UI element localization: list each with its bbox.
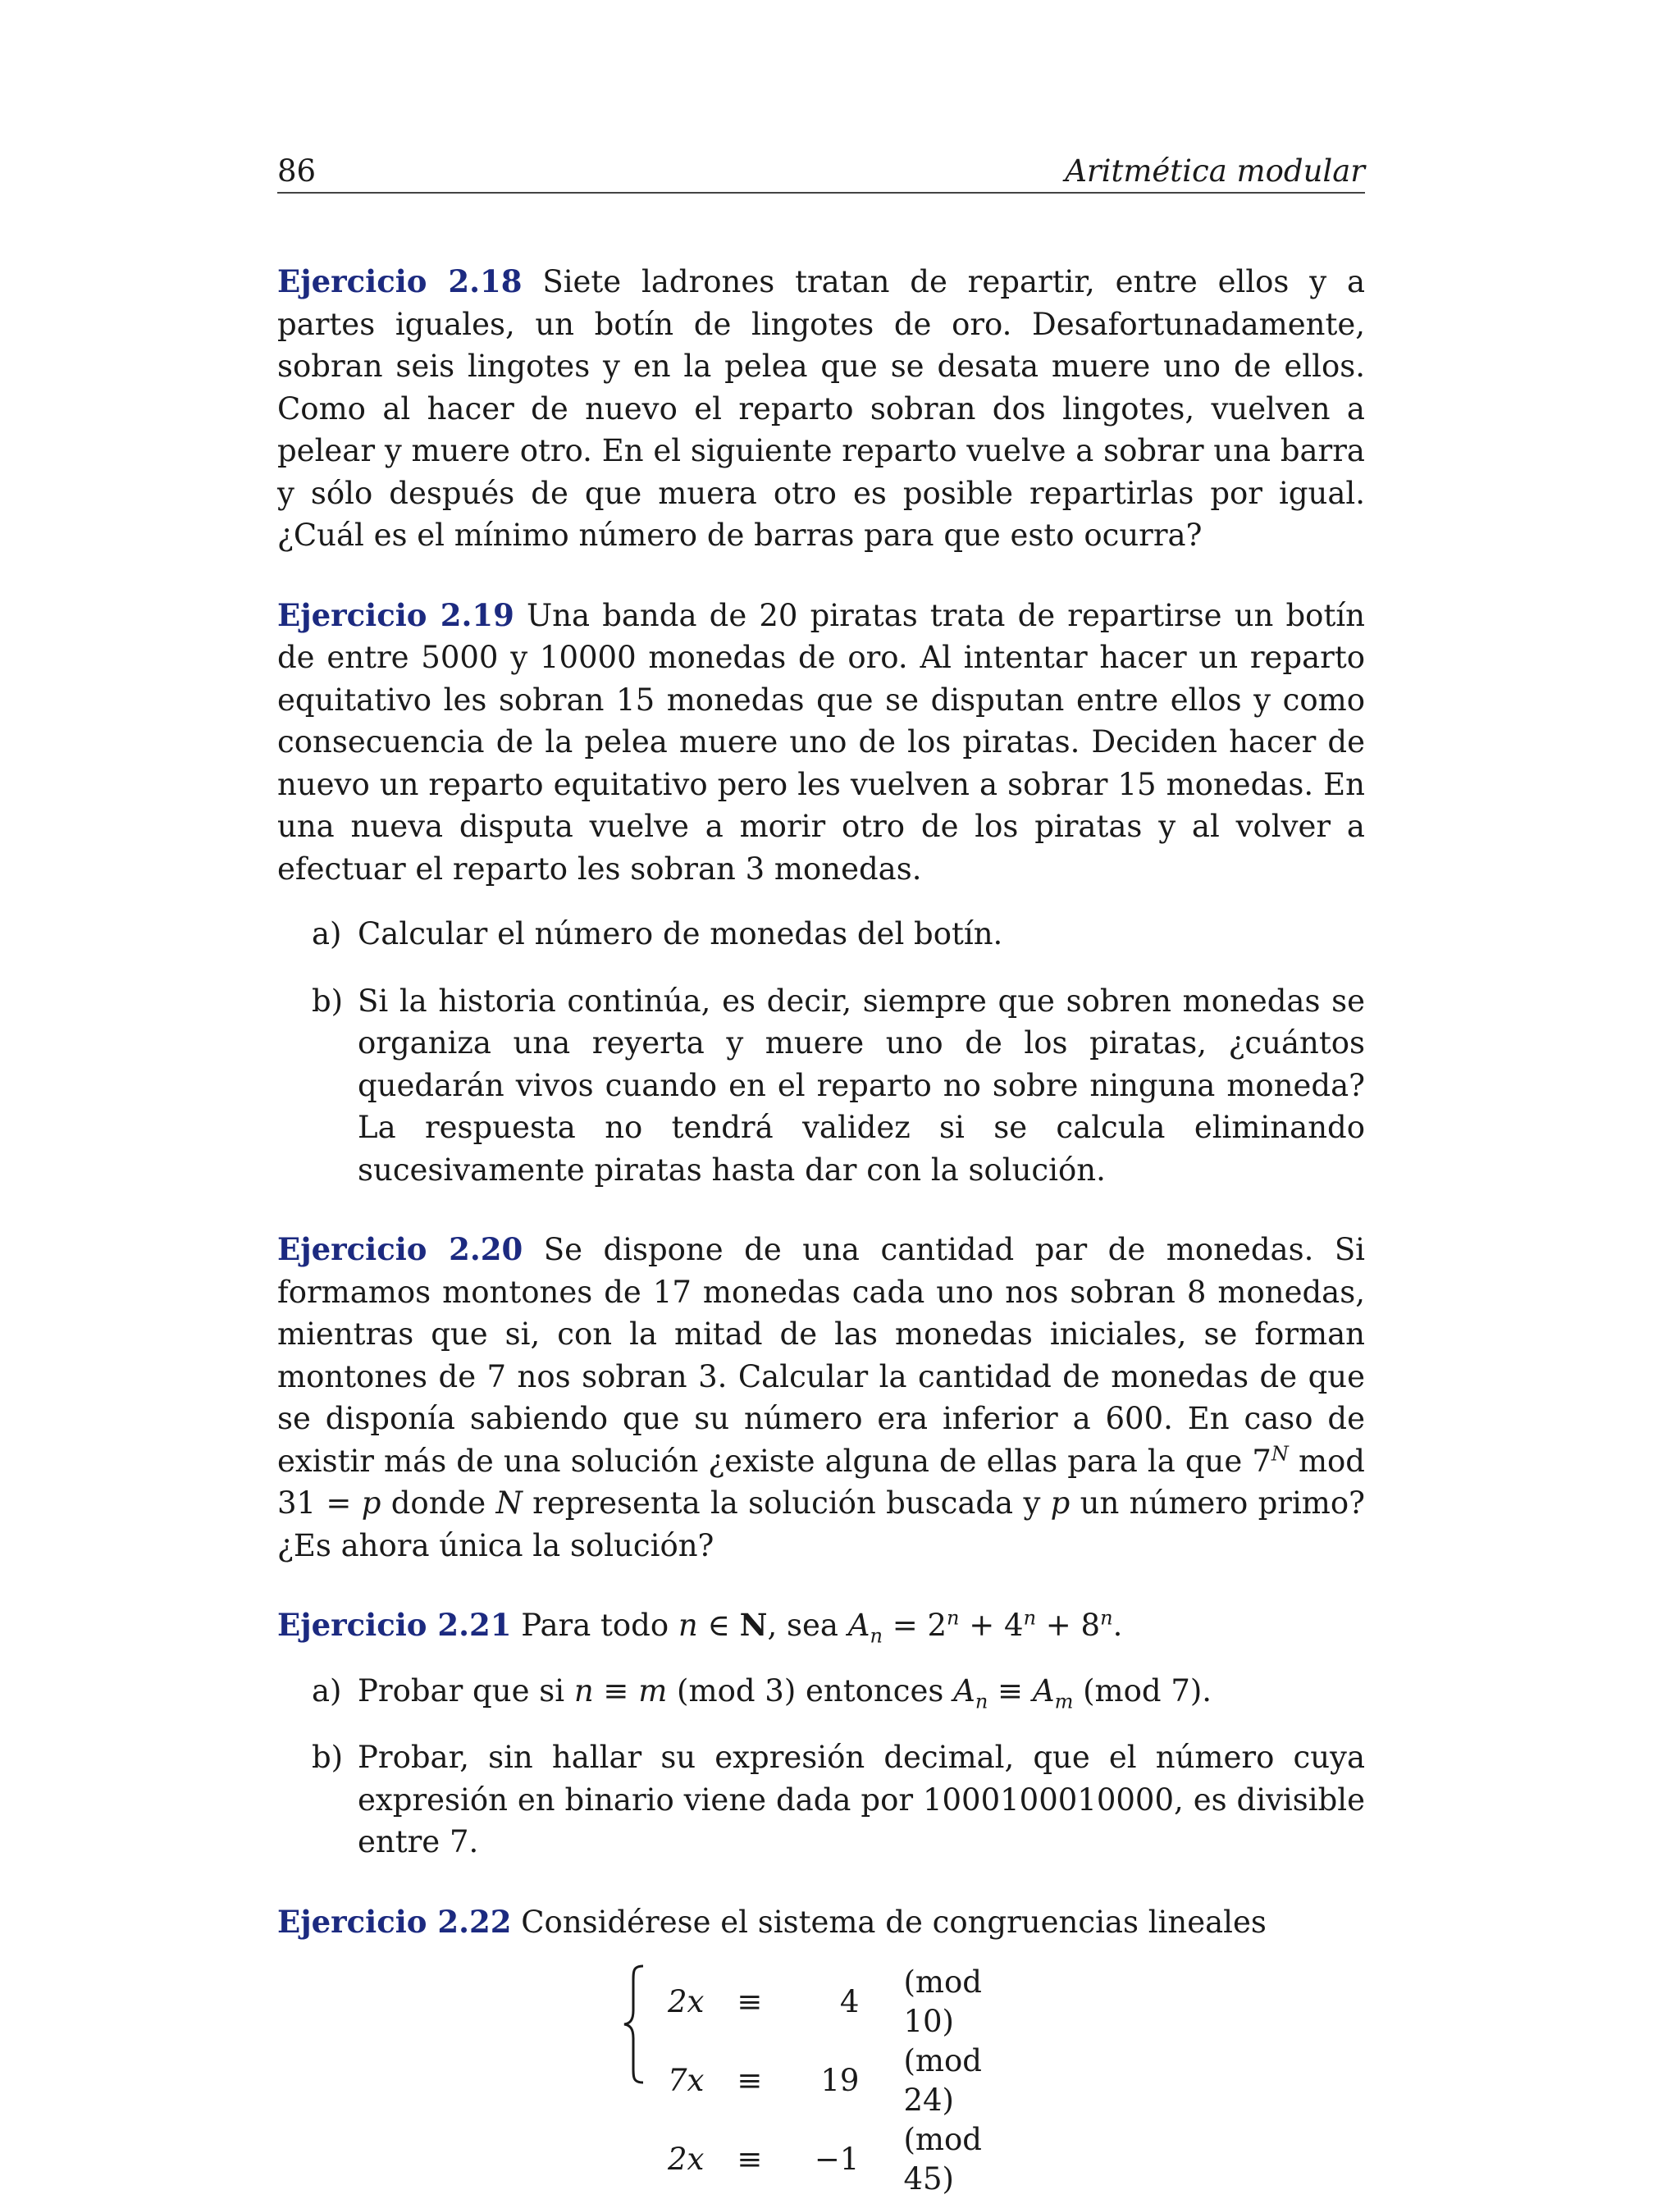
list-item xyxy=(277,913,1365,956)
congruence-rhs: 19 xyxy=(820,2063,860,2098)
item-marker: b) xyxy=(312,983,344,1019)
exercise-label: Ejercicio 2.22 xyxy=(277,1903,512,1940)
math-var: n xyxy=(573,1672,594,1709)
math-var: n xyxy=(678,1608,698,1643)
item-text: Probar que si xyxy=(358,1672,574,1709)
math-subscript: m xyxy=(1054,1689,1074,1713)
congruence-lhs: 2x xyxy=(668,2142,705,2177)
exercise-text: un número primo? ¿Es ahora única la solución? xyxy=(277,1485,1365,1563)
math-exponent: n xyxy=(947,1606,960,1630)
running-header xyxy=(277,153,1365,194)
congruence-lhs: 2x xyxy=(668,1984,705,2019)
exercise-2-22 xyxy=(277,1901,1365,1944)
item-marker: a) xyxy=(312,1672,342,1709)
math-base: 7 xyxy=(1252,1443,1271,1479)
math-op: ≡ xyxy=(988,1672,1033,1709)
item-marker: a) xyxy=(312,916,342,951)
math-set: N xyxy=(739,1607,768,1643)
exercise-text: mod 31 = xyxy=(277,1443,1365,1521)
math-var: p xyxy=(361,1485,381,1521)
exercise-label: Ejercicio 2.19 xyxy=(277,596,514,633)
congruence-modulus: (mod 24) xyxy=(903,2043,982,2118)
math-exponent: N xyxy=(1271,1442,1289,1466)
main-content xyxy=(277,261,1366,2197)
math-subscript: n xyxy=(975,1689,988,1713)
table-row xyxy=(656,2120,1048,2199)
item-text: Calcular el número de monedas del botín. xyxy=(358,916,1003,951)
table-row xyxy=(656,2042,1048,2120)
congruence-modulus: (mod 10) xyxy=(903,1964,982,2039)
math-var: A xyxy=(953,1672,975,1709)
item-text: (mod 7). xyxy=(1073,1672,1212,1709)
exercise-text: representa la solución buscada y xyxy=(522,1485,1051,1521)
exercise-2-21-items xyxy=(277,1670,1365,1864)
math-op: ≡ xyxy=(593,1672,639,1709)
exercise-2-21 xyxy=(277,1604,1365,1647)
math-exponent: n xyxy=(1023,1606,1037,1630)
item-text: Si la historia continúa, es decir, siempre que sobren monedas se organiza una reyerta y muere uno de los piratas, ¿cuántos quedarán vivos cuando en el reparto no sobre ninguna moneda? La respuesta no tendrá validez si se calcula eliminando sucesivamente piratas hasta dar con la solución. xyxy=(358,983,1365,1188)
item-text: Probar, sin hallar su expresión decimal, que el número cuya expresión en binario viene dada por 1000100010000, es divisible entre 7. xyxy=(358,1740,1365,1859)
math-var: A xyxy=(1032,1672,1055,1709)
congruence-table xyxy=(656,1963,1048,2199)
exercise-label: Ejercicio 2.21 xyxy=(277,1607,512,1643)
math-op: + 4 xyxy=(959,1608,1024,1643)
math-subscript: n xyxy=(870,1624,883,1648)
exercise-2-19-items xyxy=(277,913,1365,1191)
chapter-title: Aritmética modular xyxy=(1065,153,1365,189)
list-item xyxy=(277,1736,1365,1864)
exercise-2-20 xyxy=(277,1229,1365,1567)
exercise-label: Ejercicio 2.20 xyxy=(277,1231,523,1267)
congruence-symbol: ≡ xyxy=(737,1984,763,2019)
exercise-text: Siete ladrones tratan de repartir, entre ellos y a partes iguales, un botín de lingotes de oro. Desafortunadamente, sobran seis lingotes y en la pelea que se desata muere uno de ellos. Como al hacer de nuevo el reparto sobran dos lingotes, vuelven a pelear y muere otro. En el siguiente reparto vuelve a sobrar una barra y sólo después de que muera otro es posible repartirlas por igual. ¿Cuál es el mínimo número de barras para que esto ocurra? xyxy=(277,264,1366,553)
congruence-modulus: (mod 45) xyxy=(903,2122,982,2197)
math-op: ∈ xyxy=(697,1608,740,1643)
math-op: = 2 xyxy=(882,1608,947,1643)
math-var: m xyxy=(638,1672,668,1709)
item-marker: b) xyxy=(312,1740,344,1775)
page-number: 86 xyxy=(277,153,317,189)
math-var: N xyxy=(495,1485,523,1521)
exercise-text: Una banda de 20 piratas trata de repartirse un botín de entre 5000 y 10000 monedas de oro. Al intentar hacer un reparto equitativo les sobran 15 monedas que se disputan entre ellos y como consecuencia de la pelea muere uno de los piratas. Deciden hacer de nuevo un reparto equitativo pero les vuelven a sobrar 15 monedas. En una nueva disputa vuelve a morir otro de los piratas y al volver a efectuar el reparto les sobran 3 monedas. xyxy=(277,597,1365,887)
exercise-text: , sea xyxy=(767,1608,848,1643)
math-var: p xyxy=(1050,1485,1071,1521)
exercise-2-19 xyxy=(277,595,1365,891)
exercise-text: donde xyxy=(381,1485,496,1521)
exercise-label: Ejercicio 2.18 xyxy=(277,263,523,299)
math-op: + 8 xyxy=(1036,1608,1101,1643)
list-item xyxy=(277,1670,1365,1713)
math-exponent: n xyxy=(1100,1606,1113,1630)
exercise-text: . xyxy=(1112,1608,1123,1643)
left-brace xyxy=(622,1963,646,2086)
exercise-2-18 xyxy=(277,261,1365,557)
congruence-lhs: 7x xyxy=(668,2063,705,2098)
list-item xyxy=(277,980,1365,1192)
item-text: (mod 3) entonces xyxy=(667,1672,954,1709)
exercise-text: Se dispone de una cantidad par de monedas. Si formamos montones de 17 monedas cada uno nos sobran 8 monedas, mientras que si, con la mitad de las monedas iniciales, se forman montones de 7 nos sobran 3. Calcular la cantidad de monedas de que se disponía sabiendo que su número era inferior a 600. En caso de existir más de una solución ¿existe alguna de ellas para la que xyxy=(277,1232,1366,1479)
congruence-system xyxy=(622,1963,1048,2197)
exercise-text: Considérese el sistema de congruencias lineales xyxy=(521,1904,1267,1940)
congruence-symbol: ≡ xyxy=(737,2142,763,2177)
exercise-text: Para todo xyxy=(521,1608,678,1643)
table-row xyxy=(656,1963,1048,2042)
congruence-symbol: ≡ xyxy=(737,2063,763,2098)
congruence-rhs: −1 xyxy=(814,2142,860,2177)
congruence-rhs: 4 xyxy=(839,1984,860,2019)
math-var: A xyxy=(847,1608,870,1643)
